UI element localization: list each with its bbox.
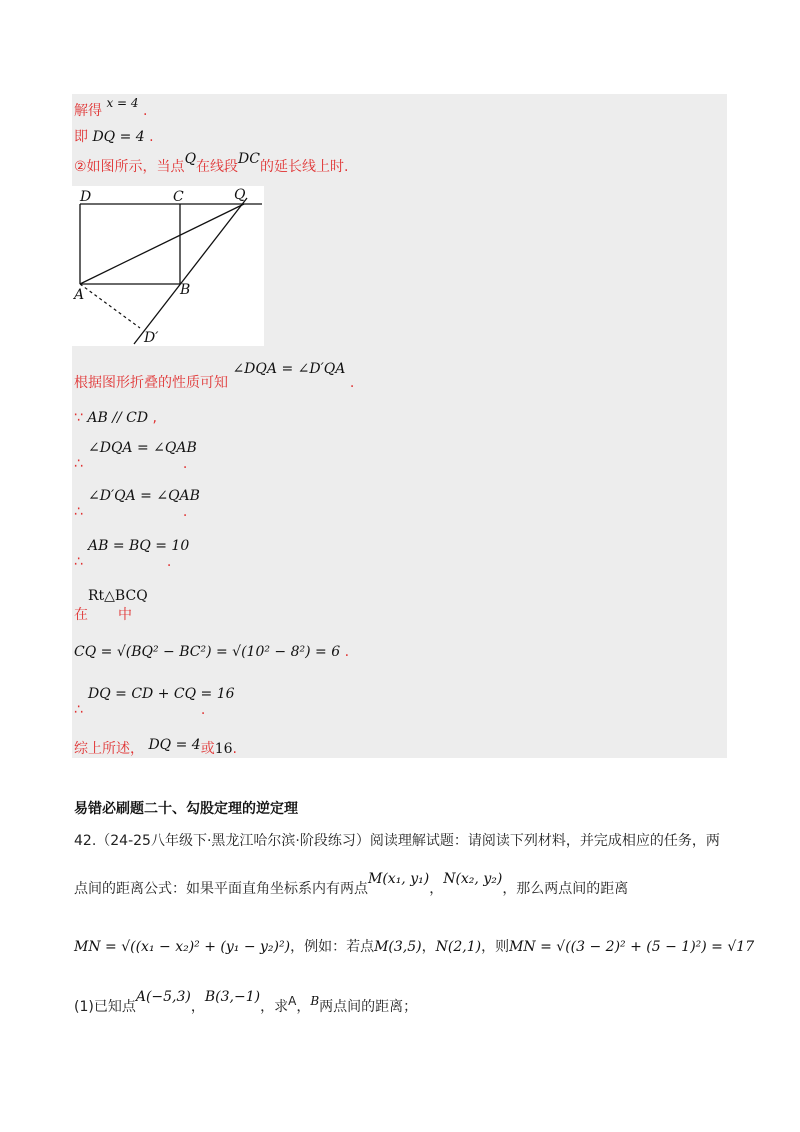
solution-line-3	[74, 151, 349, 176]
problem-text: 点间的距离公式：如果平面直角坐标系内有两点	[74, 881, 368, 897]
math-expr: CQ = √(BQ² − BC²) = √(10² − 8²) = 6	[74, 644, 341, 660]
text: 的延长线上时.	[259, 159, 349, 175]
solution-line-10	[74, 644, 349, 660]
problem-line-2	[74, 871, 629, 898]
punct: .	[349, 375, 355, 391]
solution-line-8	[74, 538, 190, 570]
text: 在线段	[196, 159, 239, 175]
text: 在	[74, 607, 88, 623]
math-expr: Rt△BCQ	[88, 588, 148, 604]
text: 即	[74, 129, 88, 145]
math-expr: ∠DQA = ∠D′QA	[232, 361, 346, 377]
solution-line-7	[74, 488, 200, 520]
problem-text: 两点间的距离；	[319, 999, 418, 1015]
solution-line-11	[74, 686, 235, 718]
math-expr: DQ = 4	[148, 737, 201, 753]
because-symbol: ∵	[74, 410, 83, 426]
solution-line-2	[74, 126, 154, 146]
section-title: 易错必刷题二十、勾股定理的逆定理	[74, 801, 298, 817]
problem-text: ，例如：若点	[290, 939, 375, 955]
label-d: D	[80, 189, 92, 205]
label-b: B	[180, 282, 191, 298]
problem-text: 42.（24-25八年级下·黑龙江哈尔滨·阶段练习）阅读理解试题：请阅读下列材料，并完成相应的任务，两	[74, 833, 720, 849]
math-expr: 16	[214, 741, 233, 757]
solution-line-6	[74, 440, 197, 472]
label-a: A	[74, 287, 85, 303]
math-expr: DC	[238, 151, 260, 167]
math-expr: ∠DQA = ∠QAB	[88, 440, 197, 456]
text: 根据图形折叠的性质可知	[74, 375, 228, 391]
math-expr: x = 4	[106, 96, 139, 110]
math-expr: Q	[184, 151, 197, 167]
therefore-symbol: ∴	[74, 702, 83, 718]
problem-line-1	[74, 830, 720, 850]
punct: .	[143, 103, 148, 119]
math-expr: B	[310, 994, 320, 1008]
problem-text: ，则	[481, 939, 510, 955]
label-d-prime: D′	[144, 330, 159, 346]
punct: .	[344, 644, 350, 660]
line-ad-prime	[80, 284, 140, 328]
solution-line-9	[74, 588, 148, 624]
solution-line-5	[74, 410, 157, 426]
math-expr: A	[288, 994, 297, 1008]
punct: .	[182, 456, 188, 472]
math-expr: B(3,−1)	[204, 989, 261, 1005]
therefore-symbol: ∴	[74, 554, 83, 570]
punct: ，	[429, 881, 444, 897]
fold-diagram	[72, 186, 264, 346]
punct: .	[232, 741, 237, 757]
solution-line-12	[74, 738, 237, 758]
math-expr: MN = √((3 − 2)² + (5 − 1)²) = √17	[509, 939, 755, 955]
solution-line-1	[74, 96, 148, 120]
punct: ，	[190, 999, 205, 1015]
punct: .	[166, 554, 172, 570]
problem-text: (1)已知点	[74, 999, 136, 1015]
math-expr: AB // CD	[87, 410, 149, 426]
math-expr: MN = √((x₁ − x₂)² + (y₁ − y₂)²)	[74, 939, 291, 955]
punct: .	[200, 702, 206, 718]
text: 或	[200, 741, 215, 757]
math-expr: M(x₁, y₁)	[368, 871, 430, 887]
geometry-figure	[72, 186, 264, 346]
label-q: Q	[234, 187, 246, 203]
label-c: C	[173, 189, 184, 205]
line-aq	[80, 204, 244, 284]
punct: ，	[296, 999, 311, 1015]
problem-line-4	[74, 989, 418, 1016]
punct: .	[182, 504, 188, 520]
math-expr: N(x₂, y₂)	[443, 871, 503, 887]
math-expr: M(3,5)	[374, 939, 422, 955]
math-expr: ∠D′QA = ∠QAB	[88, 488, 200, 504]
punct: ,	[152, 410, 157, 426]
problem-text: ，求	[260, 999, 289, 1015]
text: ②如图所示，当点	[74, 159, 185, 175]
text: 综上所述，	[74, 741, 144, 757]
math-expr: DQ = 4	[92, 129, 145, 145]
therefore-symbol: ∴	[74, 504, 83, 520]
text: 中	[118, 607, 132, 623]
punct: .	[149, 129, 154, 145]
therefore-symbol: ∴	[74, 456, 83, 472]
text: 解得	[74, 103, 102, 119]
problem-line-3	[74, 936, 754, 956]
math-expr: AB = BQ = 10	[88, 538, 190, 554]
math-expr: N(2,1)	[435, 939, 482, 955]
line-qd-prime	[134, 198, 247, 344]
punct: ，	[421, 939, 436, 955]
solution-line-4	[74, 361, 355, 392]
math-expr: A(−5,3)	[135, 989, 191, 1005]
math-expr: DQ = CD + CQ = 16	[88, 686, 235, 702]
problem-text: ，那么两点间的距离	[502, 881, 629, 897]
